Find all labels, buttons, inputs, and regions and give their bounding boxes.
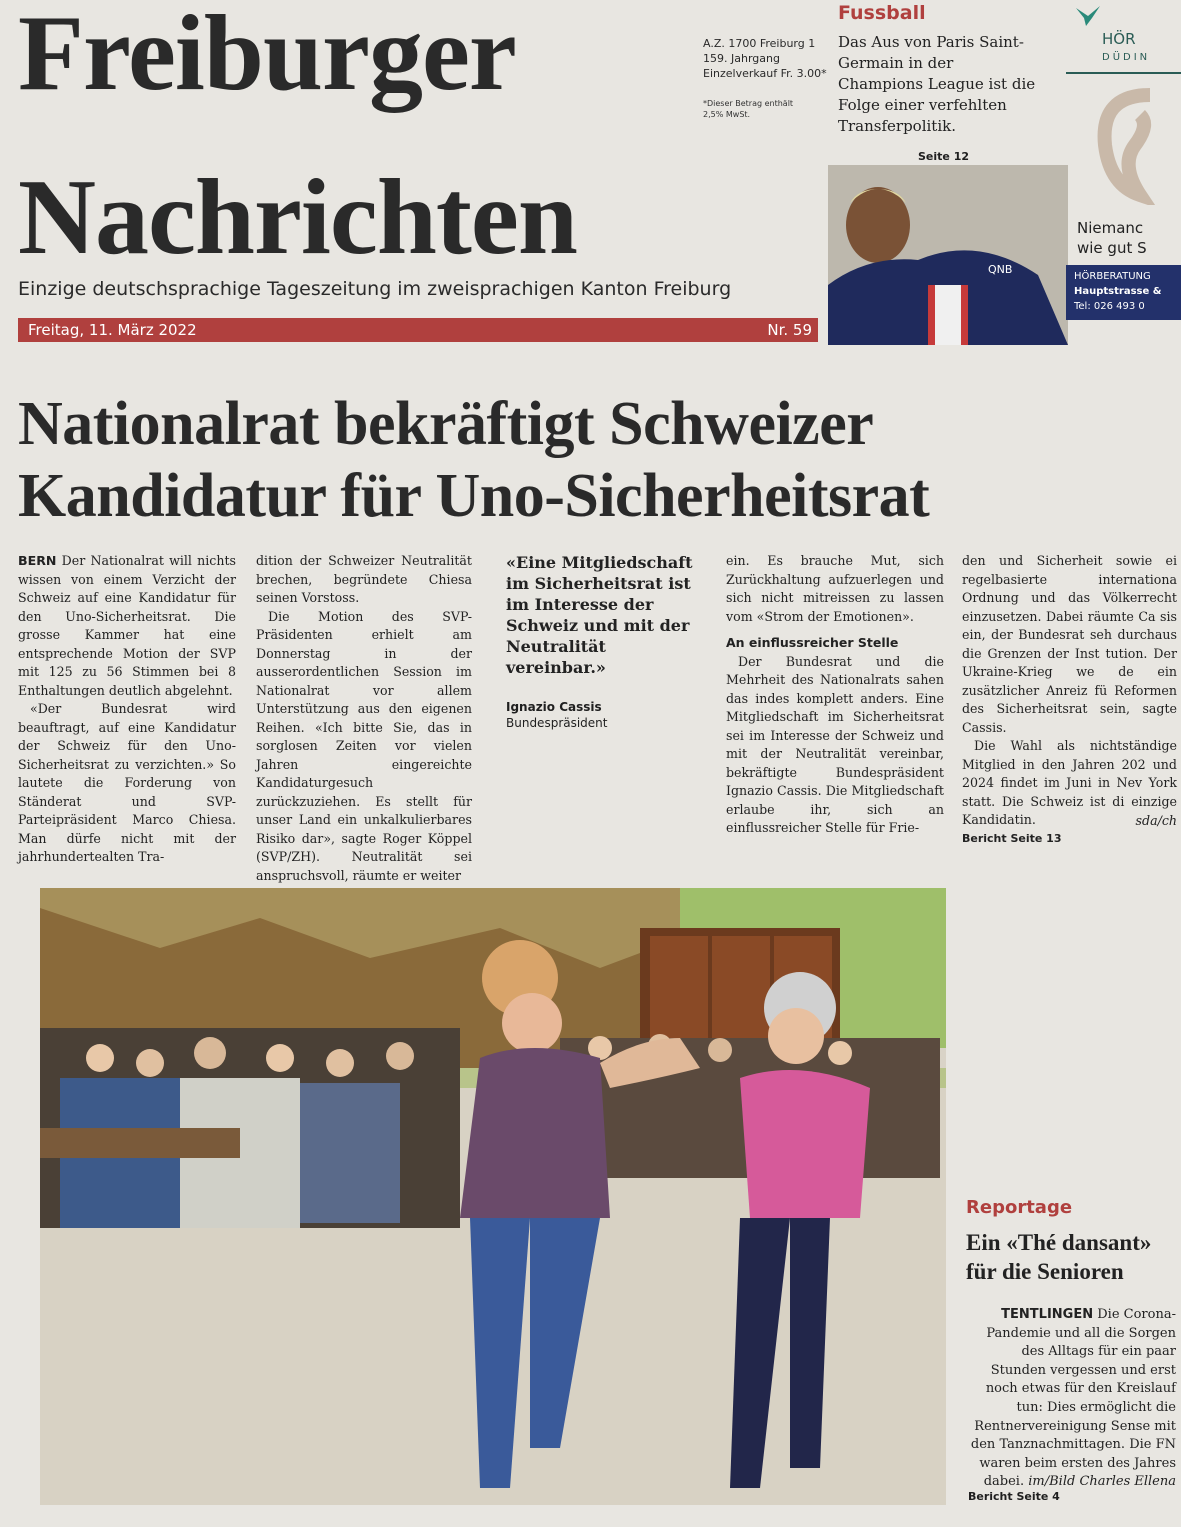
ad-sub: DÜDIN: [1102, 52, 1151, 63]
dance-photo: [40, 888, 946, 1505]
reportage-title-line: für die Senioren: [966, 1259, 1124, 1284]
ad-box-line: Hauptstrasse &: [1074, 286, 1162, 297]
reportage-body: Die Corona-Pandemie und all die Sorgen des Alltags für ein paar Stunden vergessen und erst noch etwas für den Kreislauf tun: Dies ermöglicht die Rentnervereinigung Sense mit den Tanznachmittagen. Die FN waren beim ersten des Jahres dabei.: [970, 1307, 1176, 1490]
ad-brand[interactable]: HÖR: [1102, 30, 1136, 48]
ad-text-line: wie gut S: [1077, 239, 1147, 257]
issue-meta-line: Einzelverkauf Fr. 3.00*: [703, 67, 827, 80]
main-headline[interactable]: [18, 388, 929, 532]
headline-line: Nationalrat bekräftigt Schweizer: [18, 390, 874, 458]
reportage-text: [966, 1306, 1176, 1492]
article-column-1: [18, 552, 236, 867]
article-paragraph: den und Sicherheit sowie ei regelbasierte internationa Ordnung und das Völkerrecht einzusetzen. Dabei räumte Ca sis ein, der Bundesrat seh durchaus die Grenzen der Inst tution. Der Ukraine-Krieg we de ein zusätzlicher Anreiz fü Reformen des Sicherheitsrat sein, sagte Cassis.: [962, 553, 1177, 735]
masthead-title: [18, 0, 577, 277]
issue-meta-line: 159. Jahrgang: [703, 52, 780, 65]
reportage-title[interactable]: [966, 1228, 1151, 1286]
article-column-2: [256, 552, 472, 885]
reportage-dateline: TENTLINGEN: [1001, 1307, 1094, 1322]
issue-note-line: *Dieser Betrag enthält: [703, 99, 794, 108]
article-subhead: An einflussreicher Stelle: [726, 635, 899, 650]
masthead-line-1: Freiburger: [18, 0, 516, 113]
article-paragraph: «Der Bundesrat wird beauftragt, auf eine Kandidatur der Schweiz für den Uno-Sicherheitsrat zu verzichten.» So lautete die Forderung von Ständerat und SVP-Parteipräsident Marco Chiesa. Man dürfe nicht mit der jahrhundertealten Tra-: [18, 701, 236, 864]
ad-contact-box[interactable]: [1066, 265, 1181, 320]
masthead-line-2: Nachrichten: [18, 158, 577, 277]
article-dateline: BERN: [18, 553, 57, 568]
issue-number: Nr. 59: [767, 321, 812, 339]
football-player-photo: [828, 165, 1068, 345]
article-page-ref[interactable]: Bericht Seite 13: [962, 832, 1062, 845]
reportage-page-ref[interactable]: Bericht Seite 4: [968, 1490, 1060, 1503]
teaser-kicker[interactable]: Fussball: [838, 2, 926, 24]
article-paragraph: Die Motion des SVP-Präsidenten erhielt am Donnerstag in der ausserordentlichen Session im Nationalrat vor allem Unterstützung aus den eigenen Reihen. «Ich bitte Sie, das in sorglosen Zeiten vor vielen Jahren eingereichte Kandidaturgesuch zurückzuziehen. Es stellt für unser Land ein unkalkulierbares Risiko dar», sagte Roger Köppel (SVP/ZH). Neutralität sei anspruchsvoll, räumte er weiter: [256, 608, 472, 883]
article-paragraph: Der Nationalrat will nichts wissen von einem Verzicht der Schweiz auf eine Kandidatur für den Uno-Sicherheitsrat. Die grosse Kammer hat eine entsprechende Motion der SVP mit 125 zu 56 Stimmen bei 8 Enthaltungen deutlich abgelehnt.: [18, 553, 236, 698]
article-credit: sda/ch: [1135, 812, 1177, 828]
issue-note: [703, 98, 793, 120]
issue-meta-line: A.Z. 1700 Freiburg 1: [703, 37, 816, 50]
teaser-text[interactable]: Das Aus von Paris Saint-Germain in der Champions League ist die Folge einer verfehlten Transferpolitik.: [838, 33, 1036, 135]
hummingbird-logo-icon: [1074, 4, 1102, 28]
article-paragraph: Der Bundesrat und die Mehrheit des Nationalrats sahen das indes komplett anders. Eine Mitgliedschaft im Sicherheitsrat sei im Interesse der Schweiz und mit der Neutralität vereinbar, bekräftigte Bundespräsident Ignazio Cassis. Die Mitgliedschaft erlaube ihr, sich an einflussreicher Stelle für Frie-: [726, 653, 944, 835]
tagline: Einzige deutschsprachige Tageszeitung im zweisprachigen Kanton Freiburg: [18, 278, 732, 300]
ad-text: [1077, 218, 1147, 258]
date-bar: [18, 318, 818, 342]
issue-date: Freitag, 11. März 2022: [28, 321, 197, 339]
ad-text-line: Niemanc: [1077, 219, 1144, 237]
quote-author-role: Bundespräsident: [506, 716, 608, 730]
article-paragraph: ein. Es brauche Mut, sich Zurückhaltung aufzuerlegen und sich nicht mitreissen zu lassen vom «Strom der Emotionen».: [726, 553, 944, 624]
article-column-5: [962, 552, 1177, 849]
article-paragraph: Die Wahl als nichtständige Mitglied in den Jahren 202 und 2024 findet im Juni in Nev York statt. Die Schweiz ist di einzige Kandidatin.: [962, 738, 1177, 827]
ad-box-line: HÖRBERATUNG: [1074, 271, 1151, 282]
reportage-title-line: Ein «Thé dansant»: [966, 1230, 1152, 1255]
svg-text:QNB: QNB: [988, 263, 1013, 276]
issue-meta: [703, 36, 827, 81]
ad-divider: [1066, 72, 1181, 74]
teaser-page-ref: Seite 12: [918, 150, 970, 163]
ear-icon: [1090, 85, 1170, 205]
reportage-kicker[interactable]: Reportage: [966, 1197, 1073, 1218]
article-paragraph: dition der Schweizer Neutralität brechen, begründete Chiesa seinen Vorstoss.: [256, 553, 472, 605]
ad-box-line: Tel: 026 493 0: [1074, 301, 1145, 312]
reportage-credit: im/Bild Charles Ellena: [1028, 1474, 1176, 1490]
article-column-4: [726, 552, 944, 838]
pull-quote: «Eine Mitgliedschaft im Sicherheitsrat ist im Interesse der Schweiz und mit der Neutralität vereinbar.»: [506, 553, 693, 677]
headline-line: Kandidatur für Uno-Sicherheitsrat: [18, 462, 930, 530]
quote-author: Ignazio Cassis: [506, 700, 602, 714]
issue-note-line: 2,5% MwSt.: [703, 110, 751, 119]
